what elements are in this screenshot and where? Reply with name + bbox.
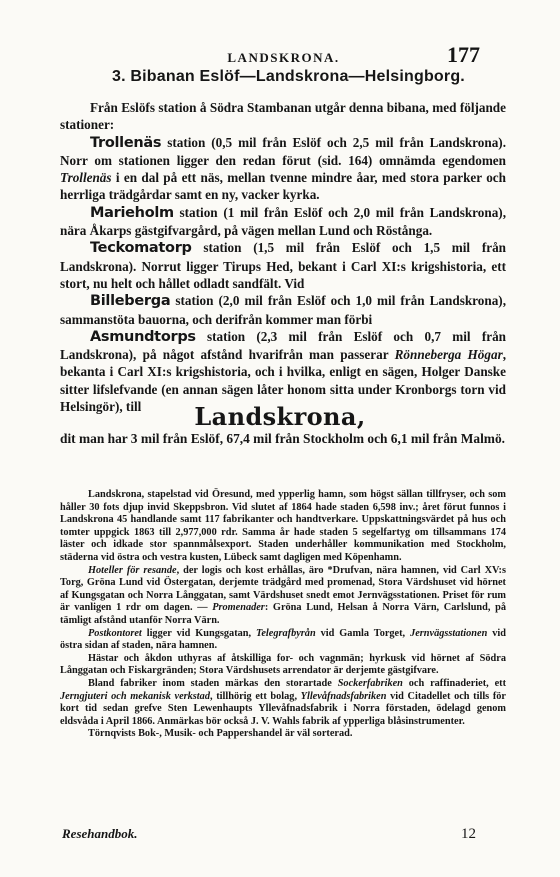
station-name: Marieholm xyxy=(90,204,174,221)
paragraph-text: station (2,0 mil från Eslöf och 1,0 mil från Landskrona), sammanstöta bauorna, och derifrån kommer man förbi xyxy=(60,293,506,327)
emphasis: Hoteller för resande xyxy=(88,564,177,576)
city-heading: Landskrona, xyxy=(194,402,366,431)
footer-signature: Resehandbok. xyxy=(62,826,138,841)
paragraph-text: vid Gamla Torget, xyxy=(315,627,411,639)
running-title: LANDSKRONA. xyxy=(227,50,340,65)
emphasis: Sockerfabriken xyxy=(337,677,403,689)
emphasis: Yllevåfnadsfabriken xyxy=(300,690,387,702)
paragraph-text: ligger vid Kungsgatan, xyxy=(141,627,256,639)
page-number: 177 xyxy=(447,42,480,67)
intro-paragraph: Från Eslöfs station å Södra Stambanan utgår denna bibana, med följande stationer: xyxy=(60,100,506,133)
emphasis: Trollenäs xyxy=(60,170,112,186)
section-title: 3. Bibanan Eslöf—Landskrona—Helsingborg. xyxy=(112,68,465,85)
detail-paragraph-post xyxy=(60,628,506,653)
paragraph-text: vid östra sidan af staden, nära hamnen. xyxy=(60,627,506,652)
paragraph-text: station (2,3 mil från Eslöf och 0,7 mil från Landskrona), på något afstånd hvarifrån man passerar xyxy=(60,328,506,363)
paragraph-text: , tillhörig ett bolag, xyxy=(209,690,301,702)
paragraph-text: station (0,5 mil från Eslöf och 2,5 mil från Landskrona). Norr om stationen ligger den redan förut (sid. 164) omnämda egendomen xyxy=(60,134,506,168)
emphasis: Telegrafbyrån xyxy=(256,627,316,639)
detail-paragraph-hotels xyxy=(60,565,506,628)
detail-paragraph-overview: Landskrona, stapelstad vid Öresund, med ypperlig hamn, som högst sällan tillfryser, och som håller 30 fots djup invid Skeppsbron. Vid slutet af 1864 hade staden 6,598 inv.; året förut funnos i Landskrona 45 handlande samt 117 fabrikanter och handtverkare. Uppskattningsvärdet på hus och tomter uppgick 1863 till 2,977,000 rdr. Samma år hade staden 5 segelfartyg om tillsammans 174 läster och idkade stor spannmålsexport. Staden underhåller kommunikation med Stockholm, städerna vid östra och vestra kusten, Lübeck samt dagligen med Köpenhamn. xyxy=(60,489,506,563)
city-details xyxy=(60,489,506,741)
station-name: Teckomatorp xyxy=(90,240,192,257)
station-name: Asmundtorps xyxy=(90,328,196,345)
station-paragraph-billeberga xyxy=(60,292,506,328)
emphasis: Jerngjuteri och mekanisk verkstad xyxy=(60,690,210,702)
station-name: Billeberga xyxy=(90,293,171,310)
emphasis: Rönneberga Högar xyxy=(394,347,503,363)
paragraph-text: i en dal på ett näs, mellan tvenne mindre åar, med stora parker och herrliga trädgårdar samt en ny, vacker kyrka. xyxy=(60,170,506,203)
emphasis: Postkontoret xyxy=(88,627,142,639)
station-paragraph-marieholm xyxy=(60,204,506,240)
paragraph-text: , der logis och kost erhållas, äro *Drufvan, nära hamnen, vid Carl XV:s Torg, Gröna Lund vid Östergatan, derjemte trädgård med promenad, Stora Värdshuset vid hörnet af Kungsgatan och Norra Långgatan, samt Värdshuset snedt emot Jernvägsstationen. Priset för rum är vanligen 1 rdr om dagen. — xyxy=(60,564,506,614)
station-paragraph-teckomatorp xyxy=(60,239,506,292)
page-footer xyxy=(62,826,476,843)
detail-paragraph-bookshop: Törnqvists Bok-, Musik- och Pappershandel är väl sorterad. xyxy=(88,728,353,740)
paragraph-text: : Gröna Lund, Helsan å Norra Värn, Carlslund, på tämligt afstånd utanför Norra Värn. xyxy=(60,602,506,626)
emphasis: Promenader xyxy=(212,602,265,614)
detail-paragraph-transport: Hästar och åkdon uthyras af åtskilliga for- och vagnmän; hyrkusk vid hörnet af Södra Långgatan och Fiskargränden; Stora Värdshusets arrendator är derjemte gästgifvare. xyxy=(60,652,506,677)
route-description xyxy=(60,99,506,415)
station-paragraph-trollenas xyxy=(60,134,506,204)
paragraph-text: , bekanta i Carl XI:s krigshistoria, och i hvilka, enligt en sägen, Holger Danske sitter lifslefvande (en annan sägen låter honom sitta under Kronborgs torn vid Helsingör), till xyxy=(60,347,506,415)
station-name: Trollenäs xyxy=(90,134,162,151)
paragraph-text: Bland fabriker inom staden märkas den storartade xyxy=(88,677,338,689)
sheet-number: 12 xyxy=(461,826,476,842)
detail-paragraph-factories xyxy=(60,678,506,728)
emphasis: Jernvägsstationen xyxy=(410,627,488,639)
paragraph-text: vid Citadellet och tills för kort tid sedan grefve Sten Lewenhaupts Yllevåfnadsfabrik i Norra förstaden, ödelagd genom eldsvåda i April 1866. Anmärkas bör också J. V. Wahls fabrik af ypperliga blåsinstrumenter. xyxy=(60,690,506,727)
city-intro: dit man har 3 mil från Eslöf, 67,4 mil från Stockholm och 6,1 mil från Malmö. xyxy=(60,431,505,446)
page-header xyxy=(80,42,480,68)
paragraph-text: station (1 mil från Eslöf och 2,0 mil från Landskrona), nära Åkarps gästgifvargård, på vägen mellan Lund och Röstånga. xyxy=(60,204,506,239)
paragraph-text: och raffinaderiet, ett xyxy=(402,677,506,689)
paragraph-text: station (1,5 mil från Eslöf och 1,5 mil från Landskrona). Norrut ligger Tirups Hed, bekant i Carl XI:s krigshistoria, ett stort, nu helt och hållet odladt sandfält. Vid xyxy=(60,240,506,291)
